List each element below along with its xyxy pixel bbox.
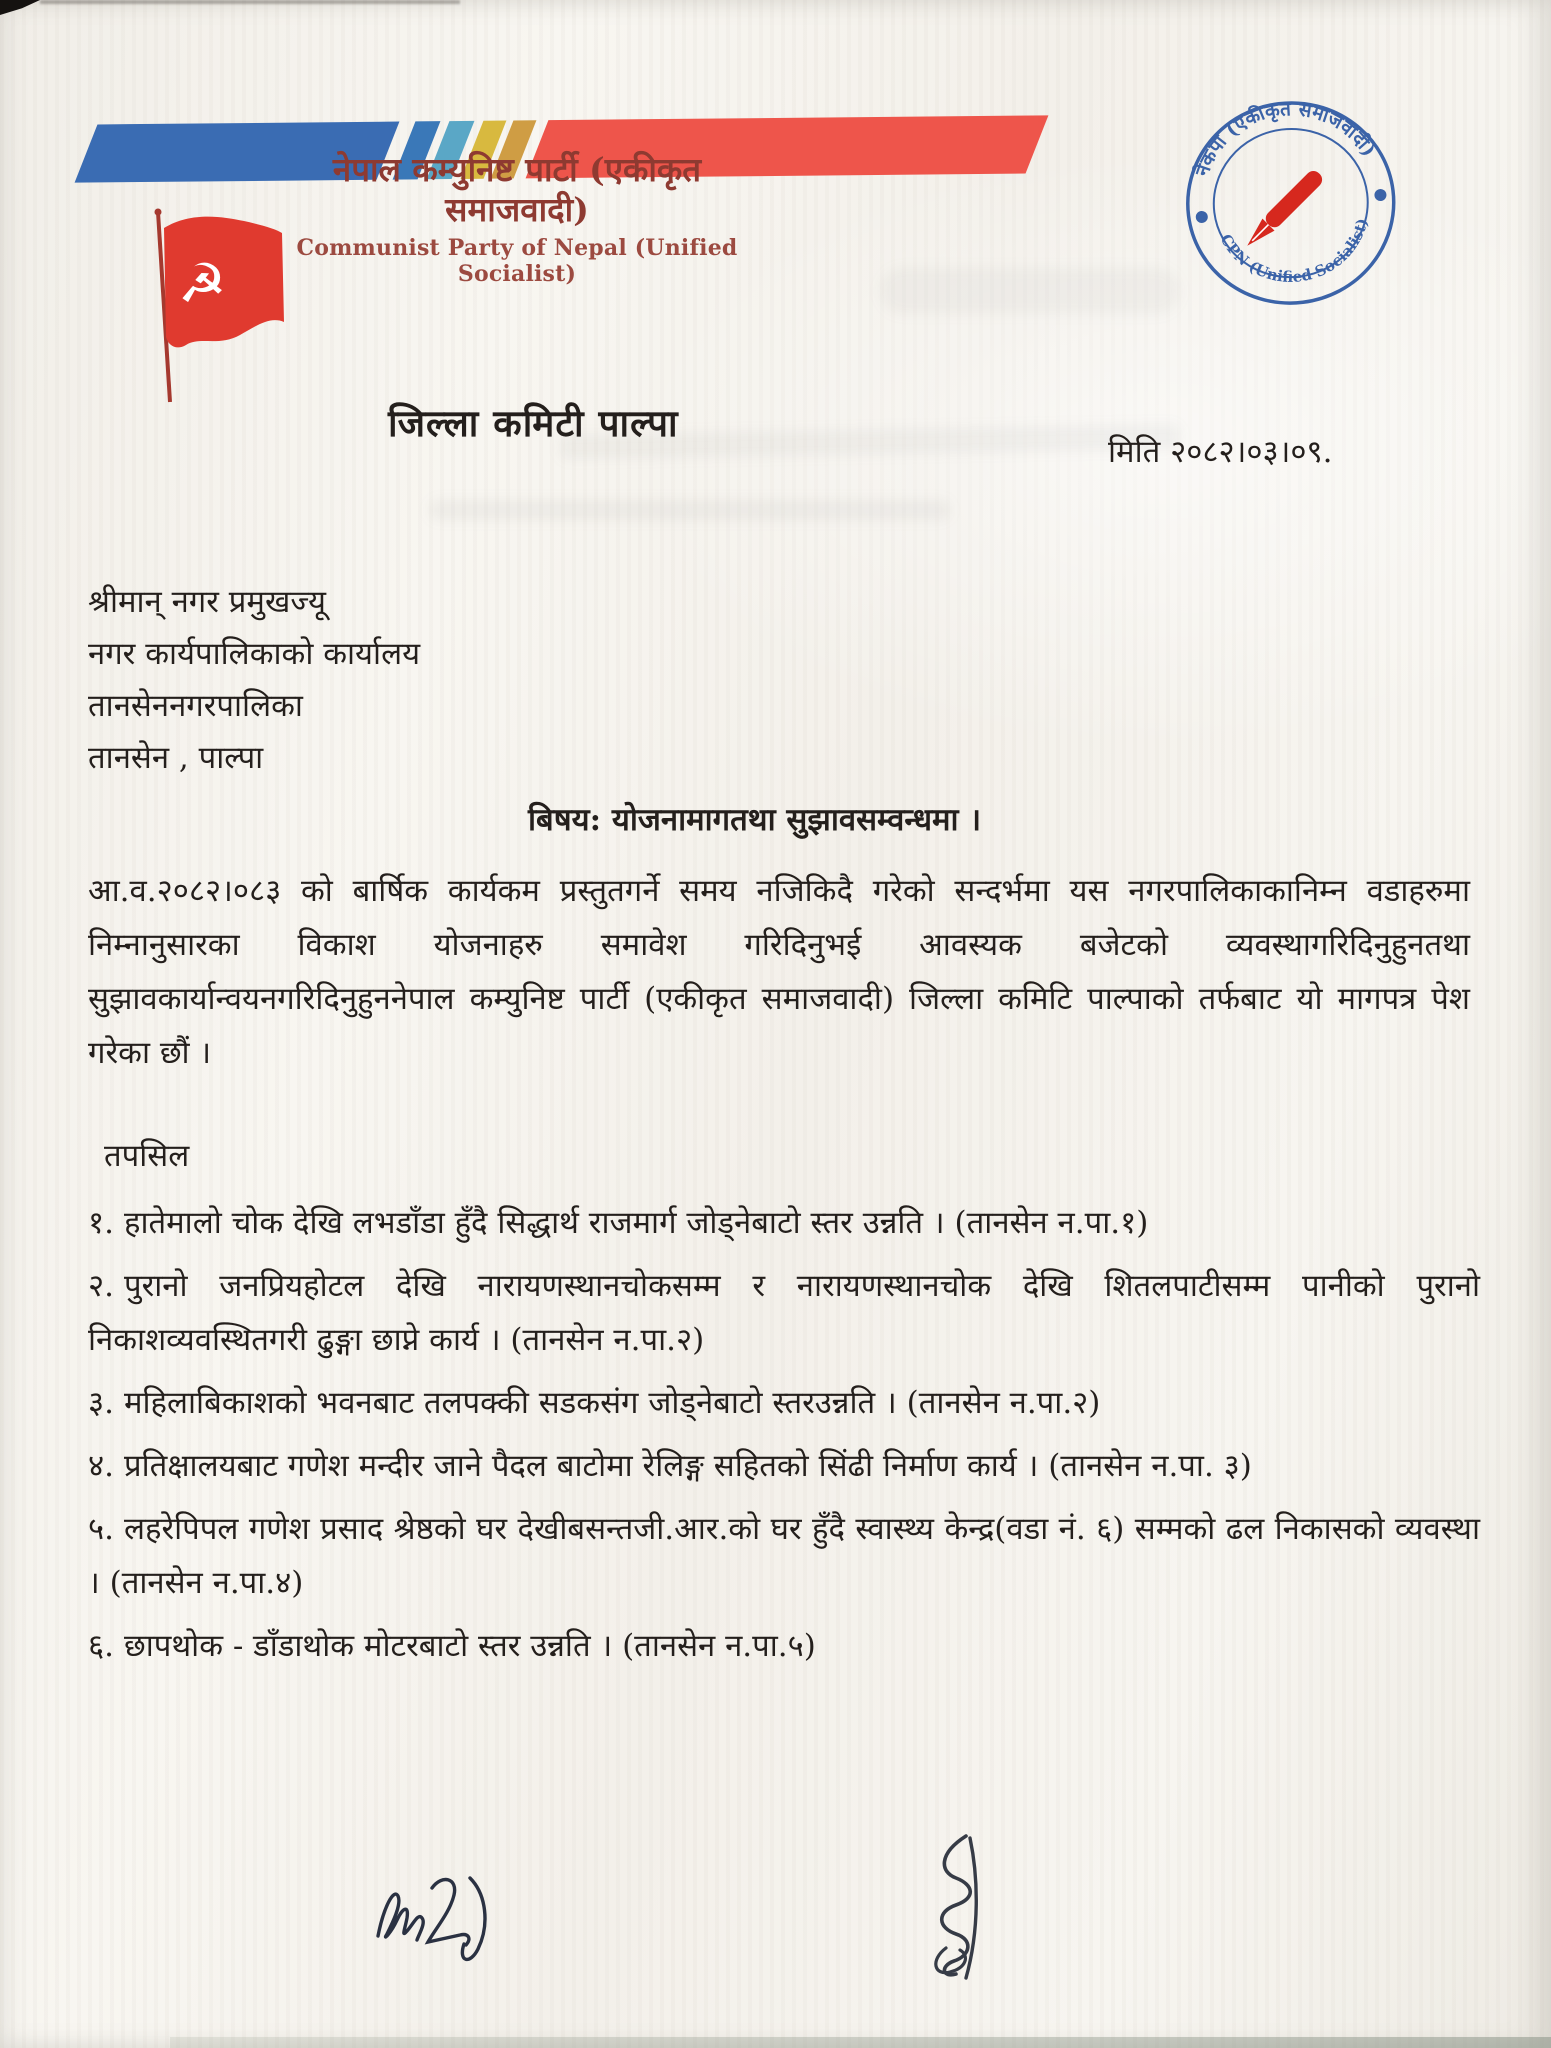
demand-number: ६. — [88, 1628, 114, 1664]
hammer-sickle-icon: ☭ — [178, 252, 227, 315]
demand-text: छापथोक - डाँडाथोक मोटरबाटो स्तर उन्नति । (तानसेन न.पा.५) — [123, 1628, 816, 1664]
demand-text: हातेमालो चोक देखि लभडाँडा हुँदै सिद्धार्थ राजमार्ग जोड्नेबाटो स्तर उन्नति । (तानसेन न.पा.१) — [123, 1205, 1149, 1241]
scan-smudge — [430, 500, 950, 520]
demand-item — [88, 1619, 1480, 1673]
demand-item — [88, 1196, 1480, 1250]
demand-number: २. — [88, 1268, 114, 1304]
party-names-block — [282, 150, 752, 287]
scan-artifact-corner — [0, 0, 40, 15]
body-paragraph: आ.व.२०८२।०८३ को बार्षिक कार्यकम प्रस्तुतगर्ने समय नजिकिदै गरेको सन्दर्भमा यस नगरपालिकाकानिम्न वडाहरुमा निम्नानुसारका विकाश योजनाहरु समावेश गरिदिनुभई आवस्यक बजेटको व्यवस्थागरिदिनुहुनतथा सुझावकार्यान्वयनगरिदिनुहुननेपाल कम्युनिष्ट पार्टी (एकीकृत समाजवादी) जिल्ला कमिटि पाल्पाको तर्फबाट यो मागपत्र पेश गरेका छौं । — [88, 873, 1470, 1071]
party-flag-logo — [146, 206, 296, 410]
recipient-line: तानसेननगरपालिका — [88, 688, 303, 724]
tapasil-label: तपसिल — [104, 1138, 190, 1174]
recipient-line: श्रीमान् नगर प्रमुखज्यू — [88, 584, 327, 620]
stamp-bottom-text: CPN (Unified Socialist) — [1216, 216, 1372, 287]
signature-stroke — [966, 1838, 976, 1978]
demand-text: पुरानो जनप्रियहोटल देखि नारायणस्थानचोकसम्म र नारायणस्थानचोक देखि शितलपाटीसम्म पानीको पुरानो निकाशव्यवस्थितगरी ढुङ्गा छाप्ने कार्य । (तानसेन न.पा.२) — [88, 1268, 1480, 1358]
signature-stroke — [936, 1948, 966, 1973]
demand-number: ३. — [88, 1385, 114, 1421]
signature-stroke — [462, 1878, 485, 1959]
signature-left — [372, 1852, 512, 1976]
demand-item — [88, 1502, 1480, 1610]
signature-stroke — [428, 1880, 469, 1945]
demand-text: लहरेपिपल गणेश प्रसाद श्रेष्ठको घर देखीबसन्तजी.आर.को घर हुँदै स्वास्थ्य केन्द्र(वडा नं. ६) सम्मको ढल निकासको व्यवस्था । (तानसेन न.पा.४) — [88, 1511, 1480, 1601]
scan-smudge — [880, 268, 1180, 314]
party-name-nepali: नेपाल कम्युनिष्ट पार्टी (एकीकृत समाजवादी) — [332, 150, 702, 229]
recipient-line: तानसेन , पाल्पा — [88, 740, 264, 776]
date-line: मिति २०८२।०३।०९. — [1108, 434, 1333, 470]
demands-list — [88, 1196, 1480, 1682]
party-stamp-seal — [1167, 77, 1415, 332]
signature-stroke — [378, 1894, 423, 1940]
subject-line: बिषय: योजनामागतथा सुझावसम्वन्धमा । — [528, 802, 982, 838]
scan-artifact-top-line — [40, 0, 460, 4]
demand-number: १. — [88, 1205, 114, 1241]
demand-item — [88, 1376, 1480, 1430]
demand-number: ४. — [88, 1448, 114, 1484]
stamp-dot-right — [1374, 188, 1387, 201]
pen-icon — [1241, 168, 1325, 252]
party-name-english: Communist Party of Nepal (Unified Socialist) — [296, 235, 738, 287]
scan-artifact-bottom-band — [170, 2037, 1551, 2048]
stamp-dot-left — [1195, 210, 1208, 223]
recipient-line: नगर कार्यपालिकाको कार्यालय — [88, 636, 421, 672]
recipient-address-block — [88, 576, 420, 784]
demand-number: ५. — [88, 1511, 114, 1547]
demand-text: प्रतिक्षालयबाट गणेश मन्दीर जाने पैदल बाटोमा रेलिङ्ग सहितको सिंढी निर्माण कार्य । (तानसेन न.पा. ३) — [123, 1448, 1252, 1484]
stamp-top-text: नेकपा (एकीकृत समाजवादी) — [1191, 98, 1380, 180]
demand-item — [88, 1439, 1480, 1493]
demand-text: महिलाबिकाशको भवनबाट तलपक्की सडकसंग जोड्नेबाटो स्तरउन्नति । (तानसेन न.पा.२) — [123, 1385, 1101, 1421]
signature-right — [886, 1828, 1026, 1992]
committee-title: जिल्ला कमिटी पाल्पा — [388, 401, 679, 445]
demand-item — [88, 1259, 1480, 1367]
flag-pole-top — [155, 209, 162, 216]
